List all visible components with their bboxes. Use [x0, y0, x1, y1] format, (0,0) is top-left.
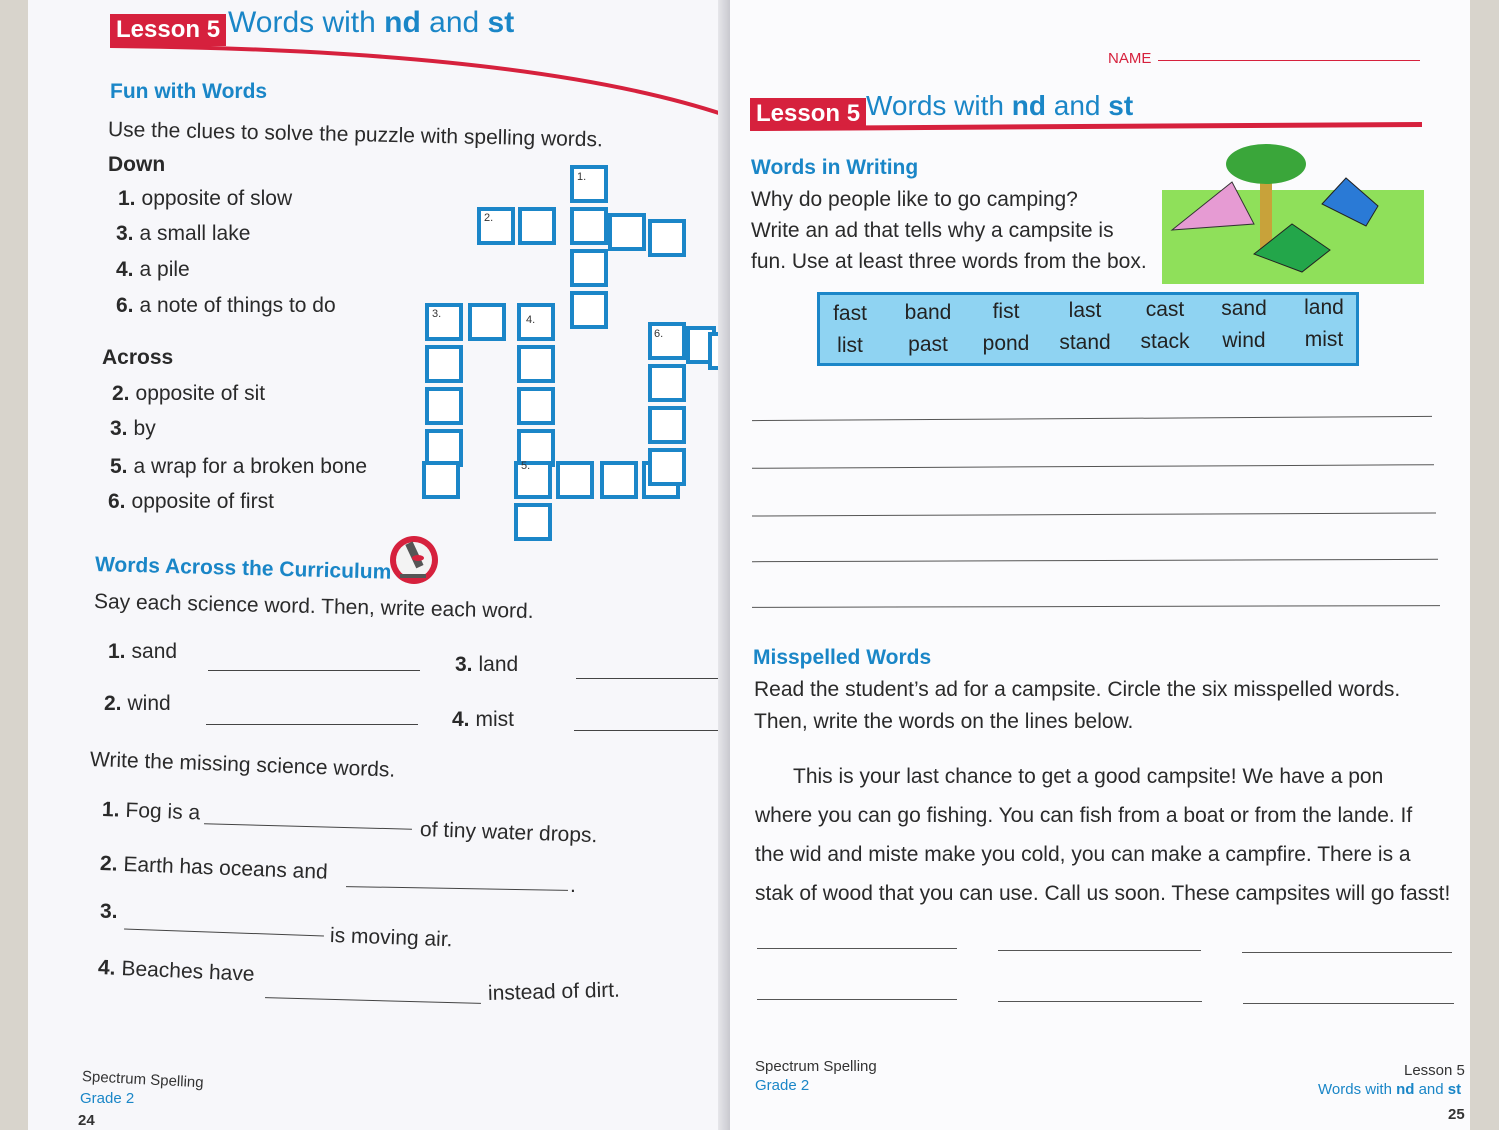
crossword-cell[interactable] [570, 249, 608, 287]
down-clue: 1. opposite of slow [118, 187, 293, 210]
sentence-end: instead of dirt. [487, 978, 621, 1005]
crossword-cell[interactable] [648, 448, 686, 486]
right-page-number: 25 [1448, 1106, 1465, 1123]
misspelled-heading: Misspelled Words [753, 646, 932, 669]
down-clue: 3. a small lake [116, 222, 251, 245]
crossword-cell[interactable] [608, 213, 646, 251]
left-lesson-label: Lesson 5 [110, 14, 226, 46]
ad-text-line: where you can go fishing. You can fish from a boat or from the lande. If [755, 804, 1413, 827]
right-footer-grade: Grade 2 [755, 1077, 810, 1094]
grid-number: 1. [577, 171, 587, 183]
science-word: 1. sand [108, 640, 178, 663]
crossword-cell[interactable] [514, 503, 552, 541]
word-box-word: last [1068, 299, 1102, 322]
grid-number: 6. [654, 328, 664, 340]
science-word: 4. mist [452, 708, 515, 731]
misspelled-answer-line[interactable] [998, 950, 1201, 951]
ad-text-line: stak of wood that you can use. Call us soon. These campsites will go fasst! [755, 882, 1451, 905]
curriculum-instruction: Say each science word. Then, write each word. [93, 590, 534, 623]
crossword-cell[interactable] [425, 303, 463, 341]
misspelled-answer-line[interactable] [757, 999, 957, 1000]
name-label: NAME [1108, 50, 1152, 67]
name-field[interactable] [1158, 60, 1420, 61]
right-footer-title: Words with nd and st [1318, 1081, 1462, 1098]
sentence: 3. [100, 900, 118, 923]
left-lesson-title: Words with nd and st [228, 6, 515, 39]
sentence-end: of tiny water drops. [419, 818, 598, 848]
word-box-word: list [837, 334, 863, 357]
across-clue: 3. by [110, 417, 156, 440]
sentence-end: is moving air. [329, 924, 453, 952]
sentence: 1. Fog is a [101, 798, 201, 825]
science-word: 2. wind [104, 692, 171, 715]
word-box-word: mist [1304, 328, 1344, 351]
crossword-cell[interactable] [514, 461, 552, 499]
ad-text-line: the wid and miste make you cold, you can make a campfire. There is a [755, 843, 1411, 866]
across-clue: 2. opposite of sit [112, 382, 266, 405]
grid-number: 4. [526, 314, 536, 326]
word-box-word: past [908, 333, 948, 356]
crossword-cell[interactable] [517, 345, 555, 383]
right-footer-book: Spectrum Spelling [755, 1058, 877, 1075]
word-box-word: pond [982, 332, 1030, 355]
misspelled-instruction: Then, write the words on the lines below. [754, 710, 1134, 733]
fun-with-words-heading: Fun with Words [110, 80, 268, 103]
word-box-word: fast [833, 302, 867, 325]
sentence: 2. Earth has oceans and [99, 852, 329, 884]
crossword-cell[interactable] [517, 387, 555, 425]
across-clue: 5. a wrap for a broken bone [110, 455, 367, 478]
right-lesson-title: Words with nd and st [866, 90, 1134, 121]
crossword-cell[interactable] [517, 303, 555, 341]
fun-instruction: Use the clues to solve the puzzle with spelling words. [107, 118, 604, 152]
word-box-word: land [1304, 296, 1344, 319]
crossword-cell[interactable] [556, 461, 594, 499]
writing-prompt: Why do people like to go camping? [751, 188, 1078, 211]
campsite-illustration [1162, 142, 1424, 284]
answer-line[interactable] [576, 678, 726, 679]
ad-text-line: This is your last chance to get a good campsite! We have a pon [793, 765, 1384, 788]
crossword-cell[interactable] [648, 406, 686, 444]
misspelled-answer-line[interactable] [1243, 1003, 1454, 1004]
word-box-word: wind [1222, 329, 1266, 352]
sentence-end: . [570, 874, 576, 897]
crossword-cell[interactable] [570, 291, 608, 329]
word-box-word: stack [1140, 330, 1190, 353]
answer-line[interactable] [208, 670, 420, 671]
across-clue: 6. opposite of first [108, 490, 274, 513]
left-page-number: 24 [78, 1112, 95, 1129]
word-box-word: band [904, 301, 952, 324]
sentence: 4. Beaches have [97, 956, 255, 986]
down-clue: 4. a pile [116, 258, 190, 281]
crossword-cell[interactable] [422, 461, 460, 499]
word-box-word: sand [1221, 297, 1267, 320]
grid-number: 3. [432, 308, 442, 320]
misspelled-answer-line[interactable] [1242, 952, 1452, 953]
misspelled-instruction: Read the student’s ad for a campsite. Circle the six misspelled words. [754, 678, 1401, 701]
crossword-cell[interactable] [570, 207, 608, 245]
crossword-cell[interactable] [600, 461, 638, 499]
crossword-cell[interactable] [518, 207, 556, 245]
science-word: 3. land [455, 653, 519, 676]
answer-line[interactable] [574, 730, 726, 731]
grid-number: 2. [484, 212, 494, 224]
right-lesson-label: Lesson 5 [750, 98, 866, 130]
misspelled-answer-line[interactable] [757, 948, 957, 949]
right-footer-lesson: Lesson 5 [1404, 1062, 1465, 1079]
missing-instruction: Write the missing science words. [89, 748, 396, 782]
crossword-cell[interactable] [425, 387, 463, 425]
crossword-cell[interactable] [648, 364, 686, 402]
crossword-cell[interactable] [570, 165, 608, 203]
down-clue: 6. a note of things to do [116, 294, 336, 317]
answer-line[interactable] [206, 724, 418, 725]
crossword-cell[interactable] [468, 303, 506, 341]
word-box-word: fist [992, 300, 1020, 323]
down-heading: Down [108, 153, 166, 176]
crossword-cell[interactable] [648, 219, 686, 257]
left-footer-grade: Grade 2 [80, 1090, 135, 1107]
misspelled-answer-line[interactable] [998, 1001, 1202, 1002]
across-heading: Across [102, 346, 174, 369]
crossword-cell[interactable] [477, 207, 515, 245]
left-footer-book: Spectrum Spelling [81, 1068, 205, 1092]
word-box-word: stand [1059, 331, 1111, 354]
curriculum-heading: Words Across the Curriculum [94, 553, 392, 584]
microscope-icon [388, 528, 440, 588]
grid-number: 5. [521, 460, 531, 472]
words-in-writing-heading: Words in Writing [751, 156, 919, 179]
writing-prompt: Write an ad that tells why a campsite is [751, 219, 1114, 242]
word-box-word: cast [1145, 298, 1185, 321]
writing-prompt: fun. Use at least three words from the box. [751, 250, 1147, 273]
crossword-cell[interactable] [425, 345, 463, 383]
